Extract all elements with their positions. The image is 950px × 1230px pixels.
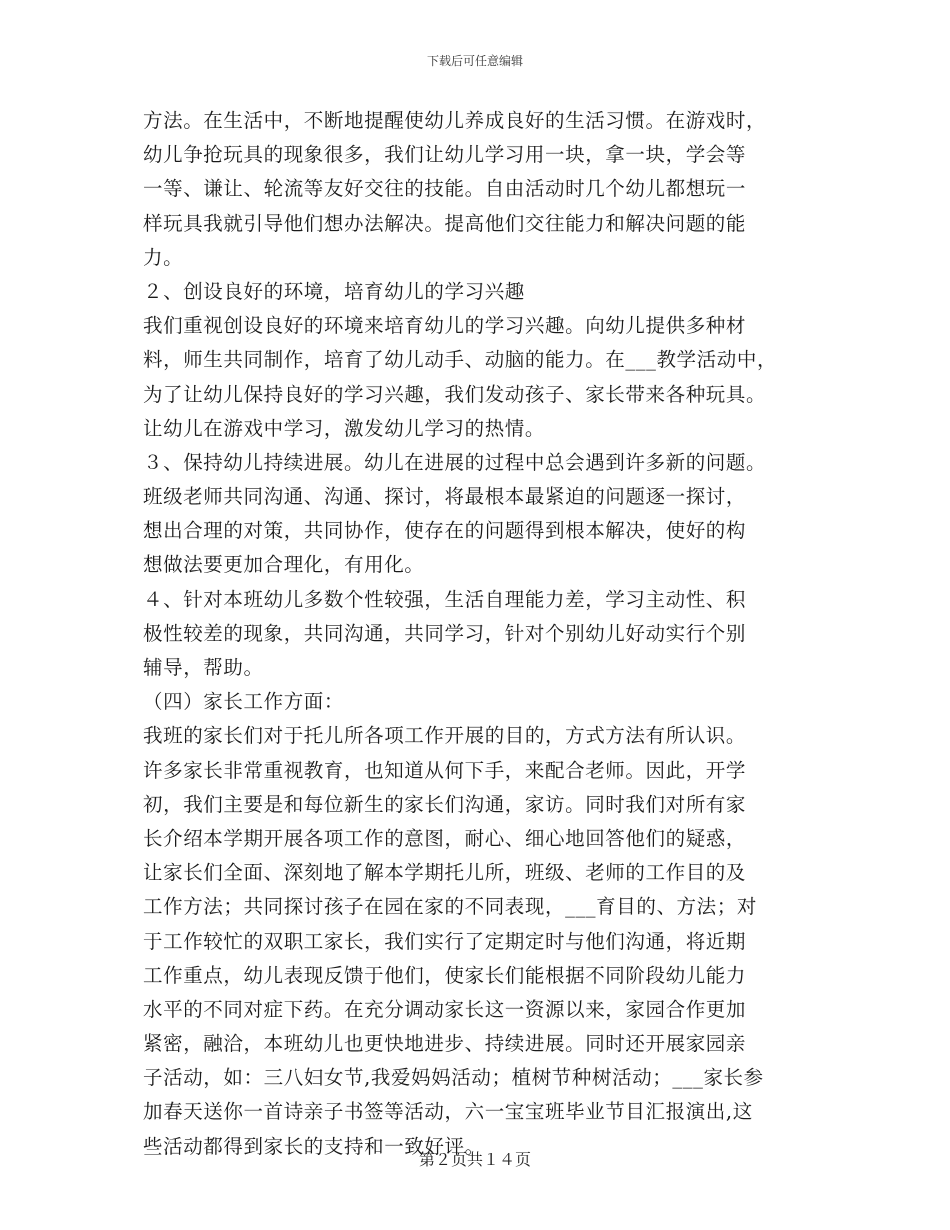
text-line: 极性较差的现象，共同沟通，共同学习，针对个别幼儿好动实行个别 xyxy=(143,621,747,645)
text-line: 样玩具我就引导他们想办法解决。提高他们交往能力和解决问题的能 xyxy=(143,211,747,235)
text-line: 初，我们主要是和每位新生的家长们沟通，家访。同时我们对所有家 xyxy=(143,792,747,816)
text-line: 工作方法；共同探讨孩子在园在家的不同表现，___育目的、方法；对 xyxy=(143,895,757,919)
text-line: 我们重视创设良好的环境来培育幼儿的学习兴趣。向幼儿提供多种材 xyxy=(143,314,747,338)
text-line: 料，师生共同制作，培育了幼儿动手、动脑的能力。在___教学活动中， xyxy=(143,348,778,372)
text-line: 幼儿争抢玩具的现象很多，我们让幼儿学习用一块，拿一块，学会等 xyxy=(143,143,747,167)
text-line: 子活动，如：三八妇女节,我爱妈妈活动；植树节种树活动；___家长参 xyxy=(143,1066,764,1090)
text-line: 方法。在生活中，不断地提醒使幼儿养成良好的生活习惯。在游戏时， xyxy=(143,109,767,132)
text-line: 想出合理的对策，共同协作，使存在的问题得到根本解决，使好的构 xyxy=(143,519,747,543)
text-line: 工作重点，幼儿表现反馈于他们，使家长们能根据不同阶段幼儿能力 xyxy=(143,963,747,987)
text-line: 我班的家长们对于托儿所各项工作开展的目的，方式方法有所认识。 xyxy=(143,724,747,748)
text-line: 紧密，融洽，本班幼儿也更快地进步、持续进展。同时还开展家园亲 xyxy=(143,1032,747,1056)
text-line: 力。 xyxy=(143,245,184,269)
text-line: 让幼儿在游戏中学习，激发幼儿学习的热情。 xyxy=(143,416,546,440)
document-body xyxy=(143,104,813,1164)
text-line: 些活动都得到家长的支持和一致好评。 xyxy=(143,1134,485,1158)
text-line: 想做法要更加合理化，有用化。 xyxy=(143,553,425,577)
text-line: 班级老师共同沟通、沟通、探讨，将最根本最紧迫的问题逐一探讨， xyxy=(143,485,747,509)
section-heading-2: ２、创设良好的环境，培育幼儿的学习兴趣 xyxy=(143,279,525,303)
text-line: 一等、谦让、轮流等友好交往的技能。自由活动时几个幼儿都想玩一 xyxy=(143,177,747,201)
text-line: 水平的不同对症下药。在充分调动家长这一资源以来，家园合作更加 xyxy=(143,997,747,1021)
text-line: 为了让幼儿保持良好的学习兴趣，我们发动孩子、家长带来各种玩具。 xyxy=(143,382,767,406)
text-line: ３、保持幼儿持续进展。幼儿在进展的过程中总会遇到许多新的问题。 xyxy=(143,450,767,474)
page-number: 第２页共１４页 xyxy=(418,1150,531,1169)
section-heading-4: （四）家长工作方面： xyxy=(143,690,345,714)
text-line: ４、针对本班幼儿多数个性较强，生活自理能力差，学习主动性、积 xyxy=(143,587,747,611)
text-line: 长介绍本学期开展各项工作的意图，耐心、细心地回答他们的疑惑， xyxy=(143,826,747,850)
page-header: 下载后可任意编辑 xyxy=(426,54,523,68)
text-line: 加春天送你一首诗亲子书签等活动，六一宝宝班毕业节目汇报演出,这 xyxy=(143,1100,753,1124)
text-line: 让家长们全面、深刻地了解本学期托儿所，班级、老师的工作目的及 xyxy=(143,861,747,885)
text-line: 于工作较忙的双职工家长，我们实行了定期定时与他们沟通，将近期 xyxy=(143,929,747,953)
text-line: 辅导，帮助。 xyxy=(143,656,264,679)
text-line: 许多家长非常重视教育，也知道从何下手，来配合老师。因此，开学 xyxy=(143,758,747,782)
